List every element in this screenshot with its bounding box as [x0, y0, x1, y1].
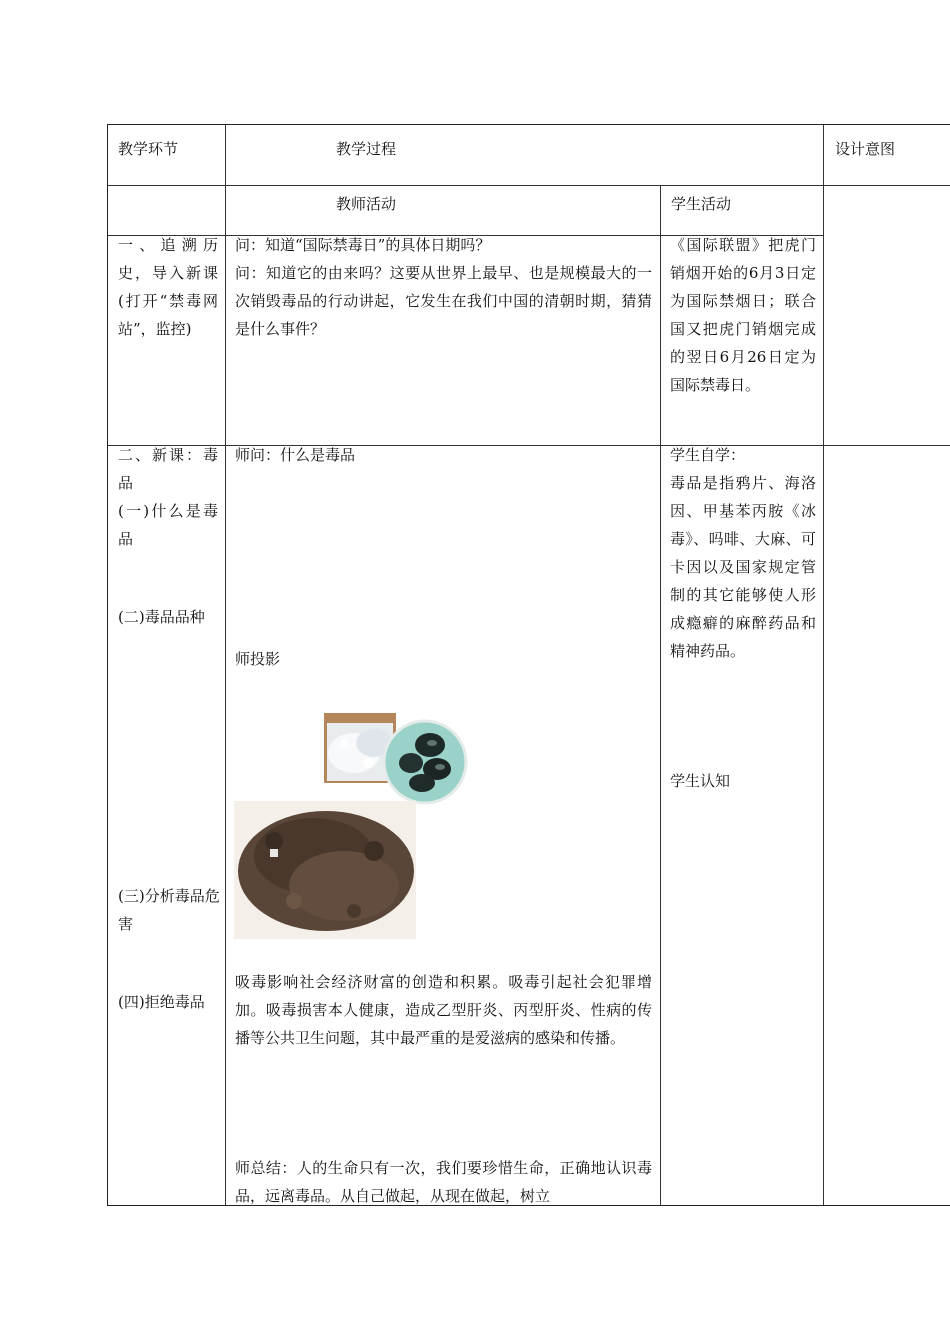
- row2-student-definition: 毒品是指鸦片、海洛因、甲基苯丙胺《冰毒》、吗啡、大麻、可卡因以及国家规定管制的其它能够使人形成瘾癖的麻醉药品和精神药品。: [670, 474, 816, 660]
- header-stage: 教学环节: [118, 140, 179, 158]
- row2-stage-d: (三)分析毒品危害: [118, 887, 220, 933]
- header-intent: 设计意图: [835, 140, 896, 158]
- col-divider-2: [660, 185, 661, 1205]
- heroin-powder-photo: [234, 801, 416, 939]
- col-divider-3: [823, 125, 824, 1205]
- row2-student-selfstudy: 学生自学：: [670, 446, 746, 464]
- row1-teacher-q2: 问：知道它的由来吗？这要从世界上最早、也是规模最大的一次销毁毒品的行动讲起，它发生在我们中国的清朝时期，猜猜是什么事件？: [235, 264, 652, 338]
- row2-teacher-question: 师问：什么是毒品: [235, 446, 356, 464]
- row2-student-cognition: 学生认知: [670, 772, 731, 790]
- row2-stage-a: 二、新课：毒品: [118, 446, 218, 492]
- row2-teacher-projection: 师投影: [235, 650, 281, 668]
- row2-teacher-summary: 师总结：人的生命只有一次，我们要珍惜生命，正确地认识毒品，远离毒品。从自己做起，从现在做起，树立: [235, 1159, 652, 1205]
- col-divider-1: [225, 125, 226, 1205]
- row1-teacher: [235, 231, 652, 343]
- subheader-teacher: 教师活动: [336, 195, 397, 213]
- row2-stage-c: (二)毒品品种: [118, 608, 205, 626]
- row2-teacher-harm: 吸毒影响社会经济财富的创造和积累。吸毒引起社会犯罪增加。吸毒损害本人健康，造成乙型肝炎、丙型肝炎、性病的传播等公共卫生问题，其中最严重的是爱滋病的感染和传播。: [235, 973, 652, 1047]
- row1-student: 《国际联盟》把虎门销烟开始的6月3日定为国际禁烟日；联合国又把虎门销烟完成的翌日6月26日定为国际禁毒日。: [670, 236, 816, 394]
- row2-stage-b: (一)什么是毒品: [118, 502, 218, 548]
- opium-photo: [382, 719, 468, 805]
- subheader-student: 学生活动: [671, 195, 732, 213]
- lesson-plan-table: [107, 124, 950, 1206]
- row1-teacher-q1: 问：知道“国际禁毒日”的具体日期吗？: [235, 236, 491, 254]
- row1-stage: 一、追溯历史，导入新课(打开“禁毒网站”，监控): [118, 236, 218, 338]
- row-divider-1: [108, 185, 950, 186]
- header-process: 教学过程: [336, 140, 397, 158]
- row2-stage-e: (四)拒绝毒品: [118, 993, 205, 1011]
